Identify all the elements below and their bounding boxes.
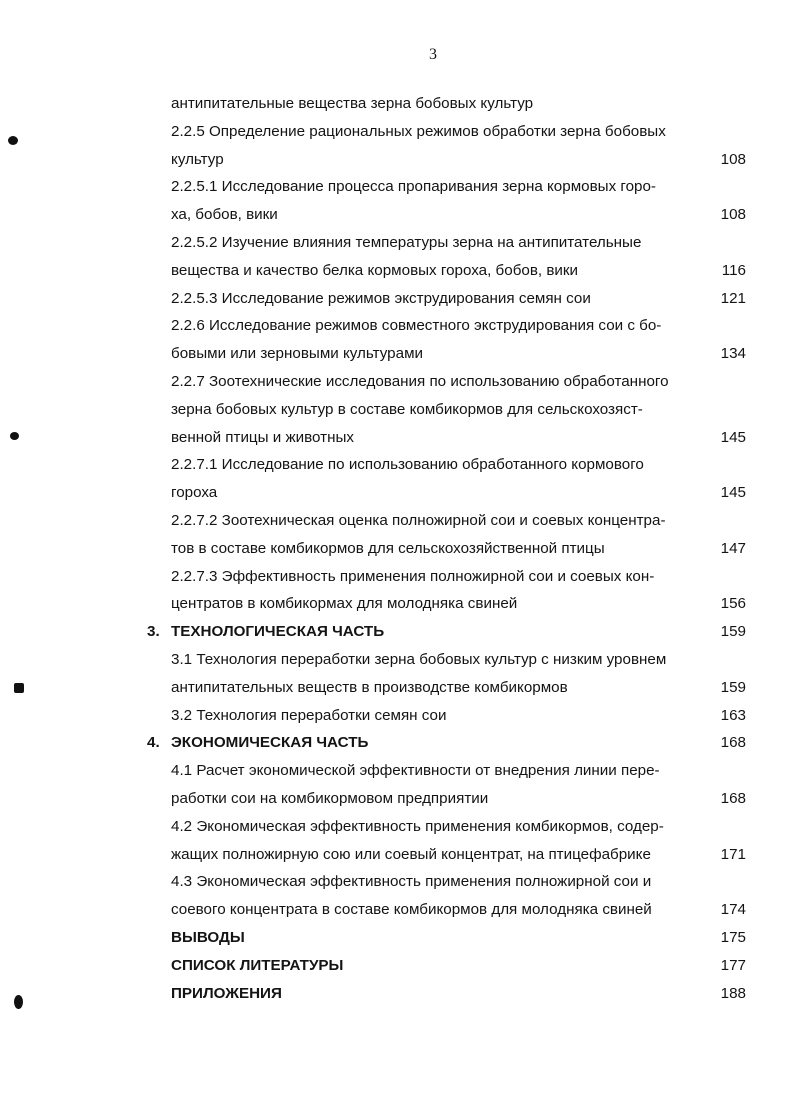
toc-entry-text: 2.2.5 Определение рациональных режимов обработки зерна бобовых [171,122,666,140]
toc-entry-text: культур [171,150,224,168]
toc-entry-text: венной птицы и животных [171,428,354,446]
toc-page-number: 163 [720,706,746,724]
toc-entry-line [0,396,800,424]
toc-page-number: 156 [720,595,746,613]
toc-page-number: 171 [720,845,746,863]
toc-entry-text: жащих полножирную сою или соевый концентрат, на птицефабрике [171,845,651,863]
scan-speck [14,683,24,693]
toc-heading [0,729,800,757]
toc-entry-line [0,813,800,841]
toc-entry-text: 2.2.5.3 Исследование режимов экструдирования семян сои [171,289,591,307]
toc-entry-line [0,841,800,869]
toc-entry-text: 2.2.5.2 Изучение влияния температуры зерна на антипитательные [171,233,642,251]
toc-page-number: 108 [720,206,746,224]
toc-entry-line [0,479,800,507]
toc-entry-text: ЭКОНОМИЧЕСКАЯ ЧАСТЬ [171,734,369,752]
toc-entry-text: 4.3 Экономическая эффективность применения полножирной сои и [171,873,652,891]
toc-entry-text: 2.2.5.1 Исследование процесса пропаривания зерна кормовых горо- [171,178,656,196]
toc-entry-line [0,201,800,229]
toc-page-number: 147 [720,539,746,557]
toc-entry-text: гороха [171,484,218,502]
toc-entry-text: 4.2 Экономическая эффективность применения комбикормов, содер- [171,817,664,835]
toc-entry-text: зерна бобовых культур в составе комбикормов для сельскохозяст- [171,400,643,418]
toc-entry-line [0,507,800,535]
toc-entry-line [0,451,800,479]
toc-heading [0,924,800,952]
toc-entry-text: ПРИЛОЖЕНИЯ [171,984,282,1002]
toc-entry-line [0,702,800,730]
scan-speck [10,432,19,440]
toc-entry-line [0,229,800,257]
toc-entry-line [0,340,800,368]
toc-entry-text: антипитательные вещества зерна бобовых культур [171,95,534,112]
toc-entry-text: работки сои на комбикормовом предприятии [171,789,489,807]
toc-entry-text: ТЕХНОЛОГИЧЕСКАЯ ЧАСТЬ [171,623,385,641]
toc-page-number: 168 [720,789,746,807]
toc-entry-text: бовыми или зерновыми культурами [171,345,424,363]
toc-entry-line [0,646,800,674]
toc-page-number: 145 [720,484,746,502]
toc-page-number: 177 [720,956,746,974]
toc-entry-line [0,896,800,924]
toc-entry-line [0,368,800,396]
toc-entry-line [0,674,800,702]
toc-page-number: 134 [720,345,746,363]
toc-entry-text: тов в составе комбикормов для сельскохозяйственной птицы [171,539,605,557]
toc-entry-text: 3.2 Технология переработки семян сои [171,706,447,724]
toc-entry-line [0,757,800,785]
toc-entry-line [0,535,800,563]
toc-page-number: 159 [720,678,746,696]
toc-entry-text: 2.2.7.1 Исследование по использованию обработанного кормового [171,456,644,474]
toc-entry-text: 3.1 Технология переработки зерна бобовых культур с низким уровнем [171,650,667,668]
toc-entry-text: 2.2.6 Исследование режимов совместного экструдирования сои с бо- [171,317,662,335]
toc-entry-text: вещества и качество белка кормовых гороха, бобов, вики [171,261,579,279]
toc-entry-line [0,868,800,896]
toc-entry-line [0,312,800,340]
toc-entry-line [0,424,800,452]
toc-page-number: 116 [721,261,746,279]
toc-page-number: 121 [720,289,746,307]
toc-entry-text: 2.2.7.3 Эффективность применения полножирной сои и соевых кон- [171,567,655,585]
toc-entry-text: центратов в комбикормах для молодняка свиней [171,595,518,613]
toc-entry-line [0,173,800,201]
toc-entry-text: 2.2.7 Зоотехнические исследования по использованию обработанного [171,372,669,390]
toc-entry-line [0,146,800,174]
toc-entry-text: 4.1 Расчет экономической эффективности от внедрения линии пере- [171,762,660,780]
toc-page-number: 108 [720,150,746,168]
toc-entry-text: ха, бобов, вики [171,206,278,224]
toc-entry-line [0,285,800,313]
scan-speck [14,995,23,1009]
toc-entry-text: 2.2.7.2 Зоотехническая оценка полножирной сои и соевых концентра- [171,511,666,529]
toc-entry-line [0,118,800,146]
toc-heading [0,952,800,980]
toc-page-number: 145 [720,428,746,446]
toc-page-number: 188 [720,984,746,1002]
toc-entry-line [0,563,800,591]
scan-speck [8,136,18,145]
toc-entry-line [0,257,800,285]
toc-entry-text: СПИСОК ЛИТЕРАТУРЫ [171,956,344,974]
toc-section-number: 3. [147,623,160,641]
toc-entry-text: ВЫВОДЫ [171,928,245,946]
toc-entry-line [0,90,800,118]
toc-entry-line [0,785,800,813]
toc-page-number: 168 [720,734,746,752]
toc-page-number: 174 [720,901,746,919]
table-of-contents [0,90,800,1007]
toc-entry-text: антипитательных веществ в производстве комбикормов [171,678,568,696]
toc-page-number: 175 [720,928,746,946]
page-number: 3 [429,46,437,63]
toc-entry-line [0,590,800,618]
toc-entry-text: соевого концентрата в составе комбикормов для молодняка свиней [171,901,652,919]
toc-section-number: 4. [147,734,160,752]
toc-heading [0,618,800,646]
toc-heading [0,980,800,1008]
toc-page-number: 159 [720,623,746,641]
